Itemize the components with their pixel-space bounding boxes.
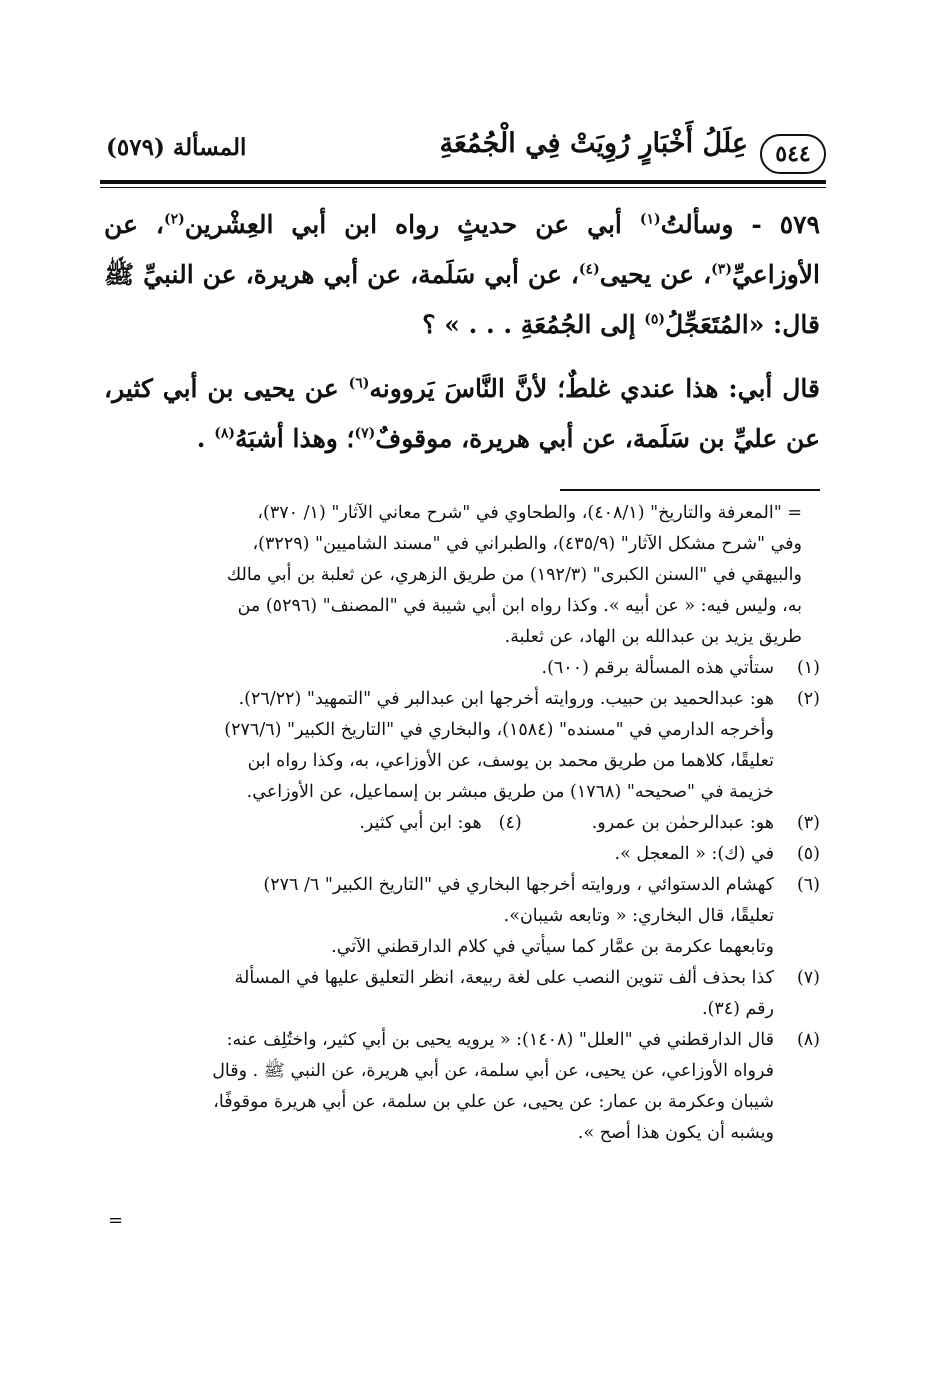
- footnote-ref: (٧): [354, 425, 376, 442]
- footnote-number: (١): [796, 658, 820, 678]
- footnote-3: [592, 808, 820, 839]
- footnote-line: ستأتي هذه المسألة برقم (٦٠٠).: [541, 658, 774, 678]
- footnote-4: [359, 808, 521, 839]
- footnote-ref: (٣): [711, 261, 732, 278]
- footnote-6: [104, 870, 820, 963]
- running-title: عِلَلُ أَخْبَارٍ رُوِيَتْ فِي الْجُمُعَةِ: [439, 128, 748, 159]
- footnote-line: هو: ابن أبي كثير.: [359, 813, 482, 833]
- page-header: [100, 122, 826, 182]
- footnote-number: (٦): [796, 875, 820, 895]
- footnote-1: [104, 653, 820, 684]
- footnote-line: في (ك): « المعجل ».: [614, 844, 774, 864]
- footnote-line: شيبان وعكرمة بن عمار: عن يحيى، عن علي بن سلمة، عن أبي هريرة موقوفًا،: [213, 1092, 774, 1112]
- page-number: ٥٤٤: [760, 134, 826, 174]
- text-run: .: [196, 424, 215, 453]
- footnote-ref: (١): [639, 211, 661, 228]
- text-run: ، عن أبي سَلَمة، عن أبي هريرة، عن النبيِّ ﷺ قال: «المُتَعَجِّلُ: [104, 260, 820, 339]
- footnote-line: طريق يزيد بن عبدالله بن الهاد، عن ثعلبة.: [504, 627, 802, 647]
- question-paragraph: [104, 200, 820, 350]
- footnote-line: والبيهقي في "السنن الكبرى" (١٩٢/٣) من طريق الزهري، عن ثعلبة بن أبي مالك: [226, 565, 802, 585]
- footnote-line: خزيمة في "صحيحه" (١٧٦٨) من طريق مبشر بن إسماعيل، عن الأوزاعي.: [246, 782, 774, 802]
- footnotes-3-4: [104, 808, 820, 839]
- footnote-separator: [560, 489, 820, 491]
- text-run: وسألتُ: [660, 210, 734, 239]
- question-number: ٥٧٩ -: [733, 210, 820, 239]
- footnote-ref: (٨): [214, 425, 235, 442]
- footnote-line: وتابعهما عكرمة بن عمَّار كما سيأتي في كلام الدارقطني الآتي.: [331, 937, 774, 957]
- header-rule-thick: [100, 180, 826, 184]
- footnote-ref: (٢): [163, 211, 185, 228]
- footnote-continuation: [104, 498, 820, 653]
- footnote-line: هو: عبدالرحمٰن بن عمرو.: [591, 813, 774, 833]
- answer-paragraph: [104, 364, 820, 464]
- text-run: قال أبي: هذا عندي غلطٌ؛ لأنَّ النَّاسَ يَروونه: [369, 374, 820, 403]
- main-text: [104, 200, 820, 464]
- footnote-line: ويشبه أن يكون هذا أصح ».: [577, 1123, 774, 1143]
- footnote-line: به، وليس فيه: « عن أبيه ». وكذا رواه ابن أبي شيبة في "المصنف" (٥٢٩٦) من: [237, 596, 802, 616]
- footnote-ref: (٥): [644, 311, 666, 328]
- footnote-line: وأخرجه الدارمي في "مسنده" (١٥٨٤)، والبخاري في "التاريخ الكبير" (٢٧٦/٦): [224, 720, 774, 740]
- footnote-ref: (٦): [348, 375, 370, 392]
- header-rule-thin: [100, 187, 826, 188]
- text-run: أبي عن حديثٍ رواه ابن أبي العِشْرين: [184, 210, 640, 239]
- text-run: ، عن يحيى: [599, 260, 712, 289]
- text-run: إلى الجُمُعَةِ . . . » ؟: [422, 310, 645, 339]
- footnote-number: (٢): [796, 689, 820, 709]
- footnote-2: [104, 684, 820, 808]
- footnote-line: كهشام الدستوائي ، وروايته أخرجها البخاري في "التاريخ الكبير" ٦/ ٢٧٦): [263, 875, 774, 895]
- text-run: ، عن الأوزاعيِّ: [104, 210, 820, 289]
- footnote-line: فرواه الأوزاعي، عن يحيى، عن أبي سلمة، عن أبي هريرة، عن النبي ﷺ . وقال: [212, 1061, 774, 1081]
- footnote-number: (٨): [796, 1030, 820, 1050]
- question-reference: المسألة (٥٧٩): [106, 134, 247, 161]
- footnote-line: = "المعرفة والتاريخ" (٤٠٨/١)، والطحاوي في "شرح معاني الآثار" (١/ ٣٧٠)،: [257, 503, 802, 523]
- footnote-number: (٤): [498, 813, 522, 833]
- footnote-ref: (٤): [578, 261, 600, 278]
- footnote-number: (٥): [796, 844, 820, 864]
- footnote-line: كذا بحذف ألف تنوين النصب على لغة ربيعة، انظر التعليق عليها في المسألة: [234, 968, 774, 988]
- footnote-number: (٣): [796, 813, 820, 833]
- footnote-line: هو: عبدالحميد بن حبيب. وروايته أخرجها ابن عبدالبر في "التمهيد" (٢٦/٢٢).: [238, 689, 774, 709]
- footnote-8: [104, 1025, 820, 1149]
- footnotes: [104, 498, 820, 1149]
- footnote-5: [104, 839, 820, 870]
- footnote-7: [104, 963, 820, 1025]
- footnote-line: وفي "شرح مشكل الآثار" (٤٣٥/٩)، والطبراني في "مسند الشاميين" (٣٢٢٩)،: [252, 534, 802, 554]
- footnote-line: تعليقًا، كلاهما من طريق محمد بن يوسف، عن الأوزاعي، به، وكذا رواه ابن: [247, 751, 774, 771]
- text-run: عن يحيى بن أبي كثير، عن عليِّ بن سَلَمة، عن أبي هريرة، موقوفٌ: [104, 374, 820, 453]
- footnote-line: تعليقًا، قال البخاري: « وتابعه شيبان».: [503, 906, 774, 926]
- continuation-mark: =: [108, 1210, 124, 1231]
- text-run: ؛ وهذا أشبَهُ: [234, 424, 355, 453]
- footnote-number: (٧): [796, 968, 820, 988]
- footnote-line: رقم (٣٤).: [701, 999, 774, 1019]
- footnote-line: قال الدارقطني في "العلل" (١٤٠٨): « يرويه يحيى بن أبي كثير، واختُلِف عنه:: [226, 1030, 774, 1050]
